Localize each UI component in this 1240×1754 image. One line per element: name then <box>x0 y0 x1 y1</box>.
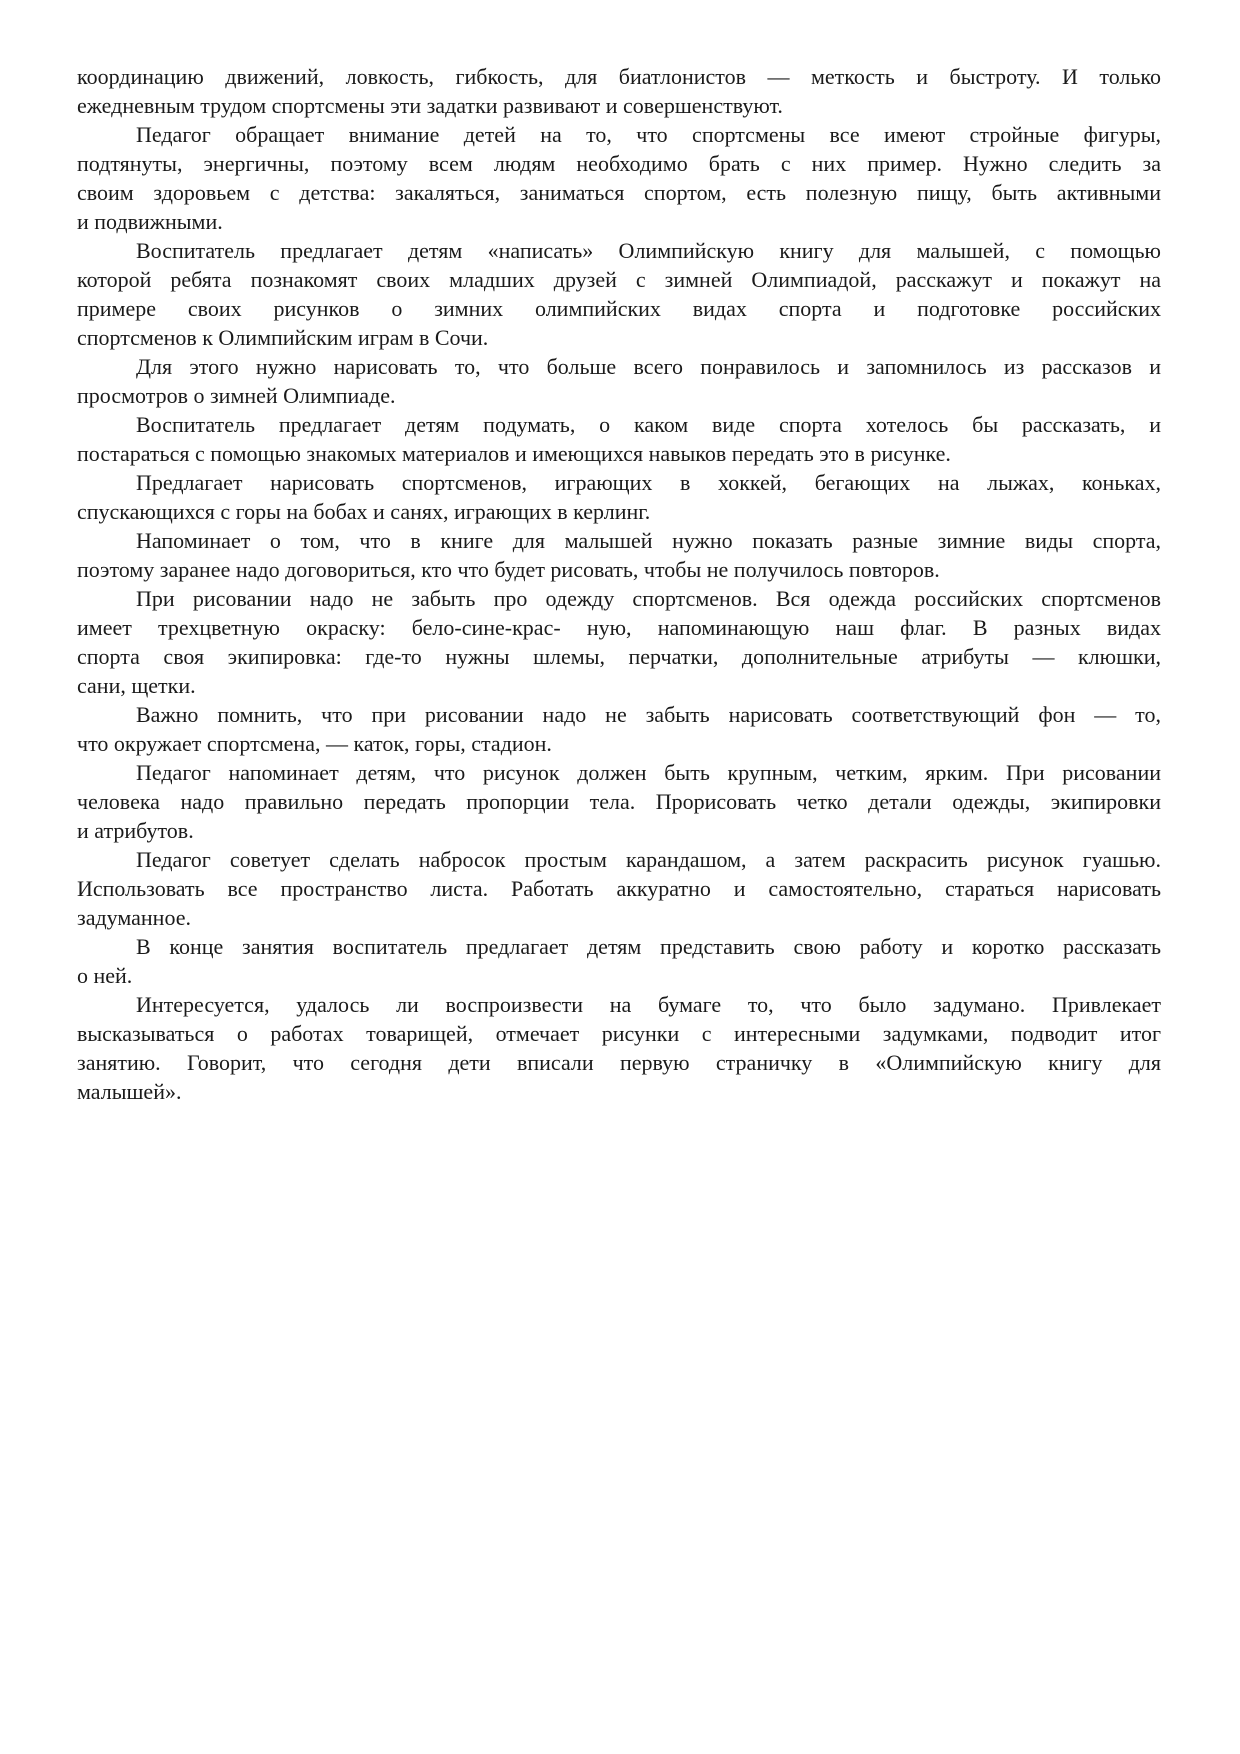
text-line: сани, щетки. <box>77 673 196 698</box>
text-line: занятию. Говорит, что сегодня дети вписали первую страничку в «Олимпийскую книгу для <box>77 1050 1161 1075</box>
text-line: Использовать все пространство листа. Работать аккуратно и самостоятельно, стараться нарисовать <box>77 876 1161 901</box>
paragraph <box>77 990 1161 1106</box>
paragraph <box>77 526 1161 584</box>
text-line: высказываться о работах товарищей, отмечает рисунки с интересными задумками, подводит итог <box>77 1021 1161 1046</box>
text-line: Предлагает нарисовать спортсменов, играющих в хоккей, бегающих на лыжах, коньках, <box>136 470 1161 495</box>
text-line: Педагог советует сделать набросок простым карандашом, а затем раскрасить рисунок гуашью. <box>136 847 1161 872</box>
paragraph <box>77 410 1161 468</box>
text-line: Педагог обращает внимание детей на то, что спортсмены все имеют стройные фигуры, <box>136 122 1161 147</box>
paragraph <box>77 352 1161 410</box>
text-line: просмотров о зимней Олимпиаде. <box>77 383 396 408</box>
text-line: и атрибутов. <box>77 818 194 843</box>
text-line: При рисовании надо не забыть про одежду спортсменов. Вся одежда российских спортсменов <box>136 586 1161 611</box>
text-line: постараться с помощью знакомых материалов и имеющихся навыков передать это в рисунке. <box>77 441 951 466</box>
paragraph <box>77 120 1161 236</box>
text-line: Воспитатель предлагает детям «написать» Олимпийскую книгу для малышей, с помощью <box>136 238 1161 263</box>
text-line: своим здоровьем с детства: закаляться, заниматься спортом, есть полезную пищу, быть активными <box>77 180 1161 205</box>
text-line: поэтому заранее надо договориться, кто что будет рисовать, чтобы не получилось повторов. <box>77 557 940 582</box>
text-line: подтянуты, энергичны, поэтому всем людям необходимо брать с них пример. Нужно следить за <box>77 151 1161 176</box>
paragraph <box>77 932 1161 990</box>
text-line: координацию движений, ловкость, гибкость, для биатлонистов — меткость и быстроту. И только <box>77 64 1161 89</box>
text-line: человека надо правильно передать пропорции тела. Прорисовать четко детали одежды, экипировки <box>77 789 1161 814</box>
text-line: Педагог напоминает детям, что рисунок должен быть крупным, четким, ярким. При рисовании <box>136 760 1161 785</box>
text-line: о ней. <box>77 963 133 988</box>
text-line: малышей». <box>77 1079 182 1104</box>
text-line: имеет трехцветную окраску: бело-сине-крас- ную, напоминающую наш флаг. В разных видах <box>77 615 1161 640</box>
paragraph <box>77 758 1161 845</box>
text-line: Для этого нужно нарисовать то, что больше всего понравилось и запомнилось из рассказов и <box>136 354 1161 379</box>
paragraph <box>77 700 1161 758</box>
text-line: Воспитатель предлагает детям подумать, о каком виде спорта хотелось бы рассказать, и <box>136 412 1161 437</box>
paragraph <box>77 62 1161 120</box>
text-line: которой ребята познакомят своих младших друзей с зимней Олимпиадой, расскажут и покажут на <box>77 267 1161 292</box>
text-line: ежедневным трудом спортсмены эти задатки развивают и совершенствуют. <box>77 93 783 118</box>
text-line: Напоминает о том, что в книге для малышей нужно показать разные зимние виды спорта, <box>136 528 1161 553</box>
document-body <box>77 62 1161 1106</box>
text-line: Интересуется, удалось ли воспроизвести на бумаге то, что было задумано. Привлекает <box>136 992 1161 1017</box>
text-line: и подвижными. <box>77 209 223 234</box>
text-line: спускающихся с горы на бобах и санях, играющих в керлинг. <box>77 499 651 524</box>
text-line: задуманное. <box>77 905 191 930</box>
paragraph <box>77 468 1161 526</box>
paragraph <box>77 584 1161 700</box>
paragraph <box>77 236 1161 352</box>
text-line: спорта своя экипировка: где-то нужны шлемы, перчатки, дополнительные атрибуты — клюшки, <box>77 644 1161 669</box>
text-line: Важно помнить, что при рисовании надо не забыть нарисовать соответствующий фон — то, <box>136 702 1161 727</box>
text-line: что окружает спортсмена, — каток, горы, стадион. <box>77 731 552 756</box>
text-line: примере своих рисунков о зимних олимпийских видах спорта и подготовке российских <box>77 296 1161 321</box>
text-line: В конце занятия воспитатель предлагает детям представить свою работу и коротко рассказать <box>136 934 1161 959</box>
paragraph <box>77 845 1161 932</box>
text-line: спортсменов к Олимпийским играм в Сочи. <box>77 325 489 350</box>
